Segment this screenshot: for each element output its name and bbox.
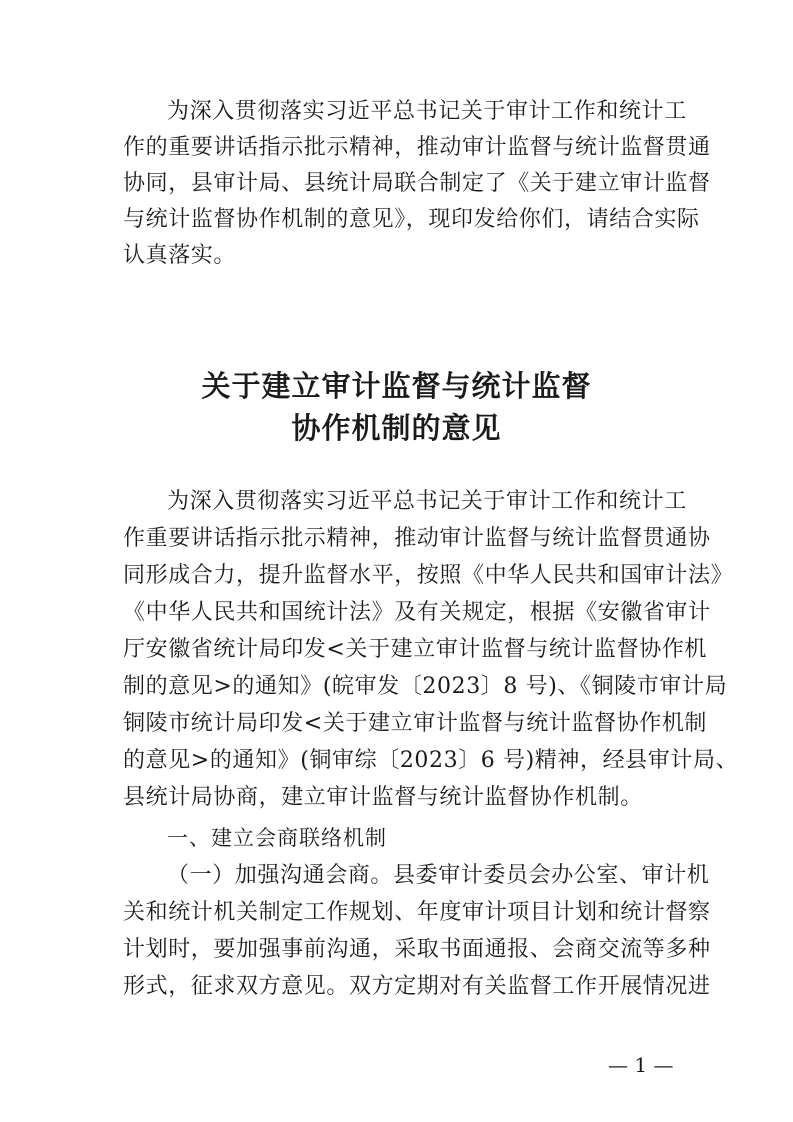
body-line: 的意见>的通知》(铜审综〔2023〕6 号)精神，经县审计局、 [123, 748, 739, 773]
intro-paragraph [123, 94, 711, 274]
body-line: 县统计局协商，建立审计监督与统计监督协作机制。 [123, 785, 643, 810]
section-line: （一）加强沟通会商。县委审计委员会办公室、审计机 [167, 863, 710, 888]
title-line-1: 关于建立审计监督与统计监督 [201, 369, 592, 403]
document-title [0, 365, 793, 449]
body-line: 作重要讲话指示批示精神，推动审计监督与统计监督贯通协 [123, 526, 711, 551]
page-number: — 1 — [608, 1053, 674, 1077]
intro-line: 认真落实。 [123, 243, 237, 268]
intro-line: 为深入贯彻落实习近平总书记关于审计工作和统计工 [167, 99, 687, 124]
section-line: 形式，征求双方意见。双方定期对有关监督工作开展情况进 [123, 974, 711, 999]
intro-line: 作的重要讲话指示批示精神，推动审计监督与统计监督贯通 [123, 135, 711, 160]
section-paragraph [123, 857, 711, 1005]
body-line: 铜陵市统计局印发<关于建立审计监督与统计监督协作机制 [123, 711, 708, 736]
body-line: 《中华人民共和国统计法》及有关规定，根据《安徽省审计 [123, 600, 711, 625]
section-heading: 一、建立会商联络机制 [167, 826, 387, 850]
intro-line: 协同，县审计局、县统计局联合制定了《关于建立审计监督 [123, 171, 711, 196]
body-line: 制的意见>的通知》(皖审发〔2023〕8 号)、《铜陵市审计局 [123, 674, 728, 699]
body-line: 厅安徽省统计局印发<关于建立审计监督与统计监督协作机 [123, 637, 708, 662]
body-line: 同形成合力，提升监督水平，按照《中华人民共和国审计法》 [123, 563, 734, 588]
body-line: 为深入贯彻落实习近平总书记关于审计工作和统计工 [167, 489, 687, 514]
section-line: 关和统计机关制定工作规划、年度审计项目计划和统计督察 [123, 900, 711, 925]
intro-line: 与统计监督协作机制的意见》，现印发给你们，请结合实际 [123, 207, 700, 232]
section-line: 计划时，要加强事前沟通，采取书面通报、会商交流等多种 [123, 937, 711, 962]
title-line-2: 协作机制的意见 [291, 411, 502, 445]
body-paragraph [123, 483, 739, 816]
